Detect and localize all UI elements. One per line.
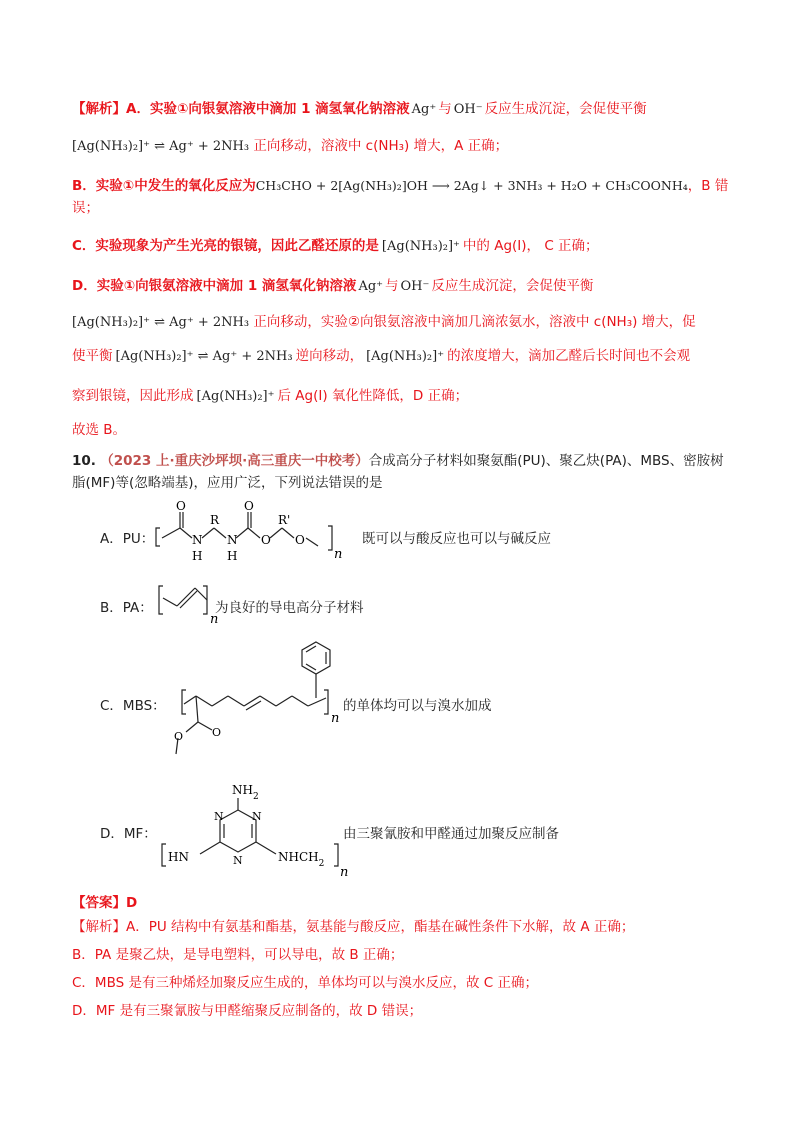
silver-ion: Ag⁺ xyxy=(358,279,384,294)
pu-r-prime: R' xyxy=(278,513,291,527)
silver-ammonia-complex: [Ag(NH₃)₂]⁺ xyxy=(381,239,460,254)
analysis-d-text: D．实验①向银氨溶液中滴加 1 滴氢氧化钠溶液 xyxy=(72,278,357,294)
mf-nhch2: $NHCH_2$ xyxy=(278,850,325,869)
mf-hn: HN xyxy=(168,850,189,864)
analysis-a-conclusion: 正向移动，溶液中 c(NH₃) 增大，A 正确； xyxy=(253,138,509,154)
analysis-b-wrap-text: 误； xyxy=(72,200,99,216)
analysis-d-reverse-text: 逆向移动， xyxy=(295,348,364,364)
answer-analysis-c: C．MBS 是有三种烯烃加聚反应生成的，单体均可以与溴水反应，故 C 正确； xyxy=(72,975,538,991)
answer-analysis-a: 【解析】A．PU 结构中有氨基和酯基，氨基能与酸反应，酯基在碱性条件下水解，故 A 正确； xyxy=(72,919,635,935)
analysis-d-concentration-text: 的浓度增大，滴加乙醛后长时间也不会观 xyxy=(447,348,691,364)
option-b-label: B．PA： xyxy=(100,600,153,616)
mf-ring-n3: N xyxy=(233,854,243,867)
mf-n-subscript: n xyxy=(340,865,349,880)
analysis-a-text: 【解析】A．实验①向银氨溶液中滴加 1 滴氢氧化钠溶液 xyxy=(72,101,410,117)
question-stem: 合成高分子材料如聚氨酯(PU)、聚乙炔(PA)、MBS、密胺树 xyxy=(368,453,724,469)
equilibrium-equation: [Ag(NH₃)₂]⁺ ⇌ Ag⁺ + 2NH₃ xyxy=(72,139,250,154)
analysis-c-line xyxy=(72,236,730,257)
pu-carbonyl-o2: O xyxy=(244,499,254,513)
question-source: （2023 上·重庆沙坪坝·高三重庆一中校考） xyxy=(100,453,369,469)
pu-structure xyxy=(152,498,352,578)
answer-analysis-b: B．PA 是聚乙炔，是导电塑料，可以导电，故 B 正确； xyxy=(72,947,404,963)
hydroxide-ion: OH⁻ xyxy=(453,102,483,117)
mf-ring-n2: N xyxy=(214,810,224,823)
equilibrium-equation: [Ag(NH₃)₂]⁺ ⇌ Ag⁺ + 2NH₃ xyxy=(115,349,293,364)
silver-ammonia-complex: [Ag(NH₃)₂]⁺ xyxy=(366,349,445,364)
pu-n1: N xyxy=(192,533,203,547)
option-c-desc: 的单体均可以与溴水加成 xyxy=(343,698,492,714)
option-d-desc: 由三聚氰胺和甲醛通过加聚反应制备 xyxy=(343,826,559,842)
analysis-b-suffix: ，B 错 xyxy=(687,178,729,194)
pu-carbonyl-o: O xyxy=(176,499,186,513)
analysis-d-line2 xyxy=(72,312,730,333)
analysis-d-line1 xyxy=(72,276,730,297)
question-stem-line2 xyxy=(72,473,730,493)
analysis-a-suffix: 反应生成沉淀，会促使平衡 xyxy=(484,101,647,117)
analysis-b-text: B．实验①中发生的氧化反应为 xyxy=(72,178,256,194)
pu-ester-o: O xyxy=(261,533,271,547)
pa-n-subscript: n xyxy=(210,612,219,627)
mbs-ester-o: O xyxy=(174,730,184,743)
analysis-d-suffix: 反应生成沉淀，会促使平衡 xyxy=(431,278,594,294)
option-a-label: A．PU： xyxy=(100,531,155,547)
pu-h2: H xyxy=(227,549,238,563)
answer-label: 【答案】D xyxy=(72,895,138,911)
analysis-choice xyxy=(72,420,730,440)
mf-amino: $NH_2$ xyxy=(232,783,259,802)
silver-ammonia-complex: [Ag(NH₃)₂]⁺ xyxy=(196,389,275,404)
pu-n2: N xyxy=(227,533,238,547)
pu-n-subscript: n xyxy=(334,547,343,562)
mf-structure xyxy=(156,768,349,880)
analysis-b-line xyxy=(72,176,730,196)
analysis-d-prefix2: 察到银镜，因此形成 xyxy=(72,388,194,404)
question-number: 10. xyxy=(72,453,96,469)
analysis-d-final-text: 后 Ag(I) 氧化性降低，D 正确； xyxy=(277,388,469,404)
mbs-carbonyl-o: O xyxy=(212,726,222,739)
analysis-c-suffix: 中的 Ag(I)， C 正确； xyxy=(462,238,599,254)
question-stem-cont: 脂(MF)等(忽略端基)，应用广泛，下列说法错误的是 xyxy=(72,475,383,491)
analysis-d-line3 xyxy=(72,346,730,367)
equilibrium-equation: [Ag(NH₃)₂]⁺ ⇌ Ag⁺ + 2NH₃ xyxy=(72,315,250,330)
connector-text: 与 xyxy=(438,101,452,117)
analysis-d-forward-text: 正向移动，实验②向银氨溶液中滴加几滴浓氨水，溶液中 c(NH₃) 增大，促 xyxy=(253,314,696,330)
hydroxide-ion: OH⁻ xyxy=(400,279,430,294)
choice-text: 故选 B。 xyxy=(72,422,127,438)
pu-h1: H xyxy=(192,549,203,563)
analysis-a-line1 xyxy=(72,99,730,120)
mbs-structure xyxy=(168,632,358,772)
analysis-d-prefix: 使平衡 xyxy=(72,348,113,364)
option-b-desc: 为良好的导电高分子材料 xyxy=(215,600,364,616)
mbs-n-subscript: n xyxy=(331,711,340,726)
connector-text: 与 xyxy=(385,278,399,294)
option-c-label: C．MBS： xyxy=(100,698,166,714)
pu-r: R xyxy=(210,513,220,527)
mf-ring-n1: N xyxy=(252,810,262,823)
oxidation-equation: CH₃CHO + 2[Ag(NH₃)₂]OH ⟶ 2Ag↓ + 3NH₃ + H₂O + CH₃COONH₄ xyxy=(255,178,688,193)
option-d-label: D．MF： xyxy=(100,826,157,842)
question-stem-line1 xyxy=(72,451,730,471)
analysis-d-line4 xyxy=(72,386,730,407)
option-a-desc: 既可以与酸反应也可以与碱反应 xyxy=(362,531,551,547)
answer-analysis-d: D．MF 是有三聚氰胺与甲醛缩聚反应制备的，故 D 错误； xyxy=(72,1003,423,1019)
analysis-c-text: C．实验现象为产生光亮的银镜，因此乙醛还原的是 xyxy=(72,238,379,254)
analysis-b-wrap xyxy=(72,198,730,218)
analysis-a-line2 xyxy=(72,136,730,157)
silver-ion: Ag⁺ xyxy=(411,102,437,117)
pu-ether-o: O xyxy=(295,533,305,547)
